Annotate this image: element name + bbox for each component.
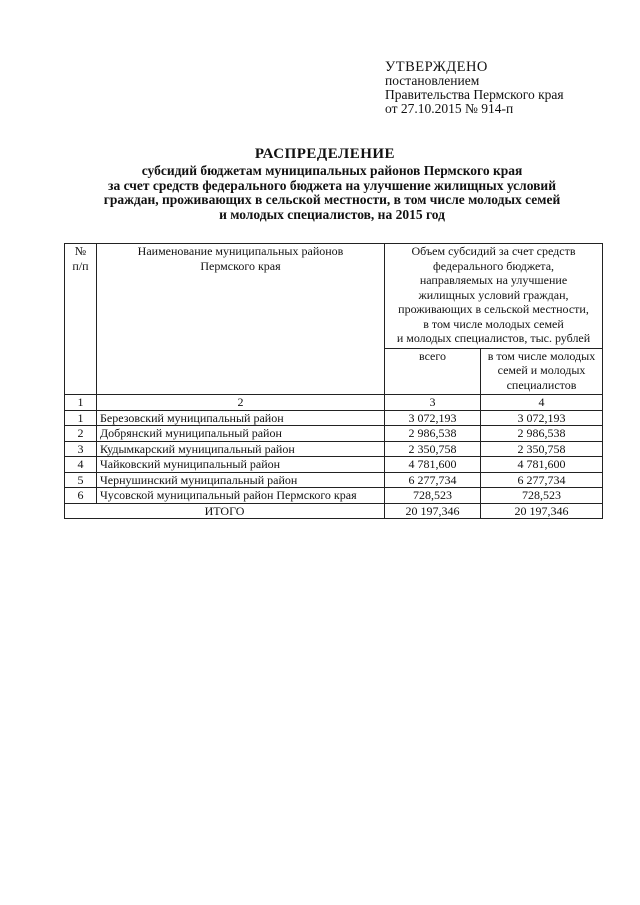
header-text: Объем субсидий за счет средств xyxy=(411,244,576,258)
table-row xyxy=(65,410,603,426)
table-row xyxy=(65,441,603,457)
header-text: Наименование муниципальных районов xyxy=(137,244,344,258)
approval-stamp xyxy=(385,60,625,116)
row-number: 3 xyxy=(65,441,97,457)
column-number: 1 xyxy=(65,395,97,411)
header-text: специалистов xyxy=(506,377,577,392)
row-young: 6 277,734 xyxy=(481,472,603,488)
subtitle-line: субсидий бюджетам муниципальных районов Пермского края xyxy=(141,163,523,178)
header-name-cell xyxy=(97,244,385,395)
row-number: 5 xyxy=(65,472,97,488)
table-row xyxy=(65,457,603,473)
row-young: 2 986,538 xyxy=(481,426,603,442)
table-row xyxy=(65,472,603,488)
row-district: Чернушинский муниципальный район xyxy=(97,472,385,488)
header-text: семей и молодых xyxy=(497,363,586,378)
total-sum: 20 197,346 xyxy=(385,503,481,519)
column-number: 4 xyxy=(481,395,603,411)
row-young: 728,523 xyxy=(481,488,603,504)
subtitle-line: и молодых специалистов, на 2015 год xyxy=(219,206,445,222)
total-label: ИТОГО xyxy=(65,503,385,519)
row-number: 4 xyxy=(65,457,97,473)
row-total: 6 277,734 xyxy=(385,472,481,488)
header-text: п/п xyxy=(72,258,89,273)
header-text: № xyxy=(74,244,87,258)
table-row xyxy=(65,426,603,442)
header-text: жилищных условий граждан, xyxy=(418,287,569,302)
table-total-row xyxy=(65,503,603,519)
row-total: 2 986,538 xyxy=(385,426,481,442)
row-total: 2 350,758 xyxy=(385,441,481,457)
row-young: 3 072,193 xyxy=(481,410,603,426)
total-young-sum: 20 197,346 xyxy=(481,503,603,519)
row-total: 3 072,193 xyxy=(385,410,481,426)
header-text: проживающих в сельской местности, xyxy=(398,302,589,316)
approval-line: постановлением xyxy=(385,73,480,88)
subtitle-line: за счет средств федерального бюджета на улучшение жилищных условий xyxy=(108,177,556,193)
approval-word: УТВЕРЖДЕНО xyxy=(385,59,488,75)
row-total: 4 781,600 xyxy=(385,457,481,473)
document-subtitle xyxy=(62,164,602,222)
table-header-row xyxy=(65,244,603,349)
document-title: РАСПРЕДЕЛЕНИЕ xyxy=(254,146,396,162)
row-number: 2 xyxy=(65,426,97,442)
header-young-cell xyxy=(481,348,603,394)
header-total-cell: всего xyxy=(385,348,481,394)
row-district: Кудымкарский муниципальный район xyxy=(97,441,385,457)
row-young: 2 350,758 xyxy=(481,441,603,457)
header-text: и молодых специалистов, тыс. рублей xyxy=(396,331,591,345)
column-number-row xyxy=(65,395,603,411)
row-young: 4 781,600 xyxy=(481,457,603,473)
header-text: в том числе молодых xyxy=(487,348,596,363)
header-volume-cell xyxy=(385,244,603,349)
approval-line: Правительства Пермского края xyxy=(385,87,564,102)
row-number: 1 xyxy=(65,410,97,426)
column-number: 2 xyxy=(97,395,385,411)
row-district: Чусовской муниципальный район Пермского края xyxy=(97,488,385,504)
row-district: Березовский муниципальный район xyxy=(97,410,385,426)
subtitle-line: граждан, проживающих в сельской местности, в том числе молодых семей xyxy=(103,192,561,207)
subsidy-table xyxy=(64,243,603,519)
row-number: 6 xyxy=(65,488,97,504)
header-text: Пермского края xyxy=(200,258,281,273)
approval-line: от 27.10.2015 № 914-п xyxy=(385,101,514,116)
header-number-cell xyxy=(65,244,97,395)
header-text: федерального бюджета, xyxy=(432,258,555,273)
row-total: 728,523 xyxy=(385,488,481,504)
column-number: 3 xyxy=(385,395,481,411)
table-row xyxy=(65,488,603,504)
row-district: Добрянский муниципальный район xyxy=(97,426,385,442)
header-text: направляемых на улучшение xyxy=(419,273,568,287)
row-district: Чайковский муниципальный район xyxy=(97,457,385,473)
header-text: в том числе молодых семей xyxy=(423,316,564,331)
